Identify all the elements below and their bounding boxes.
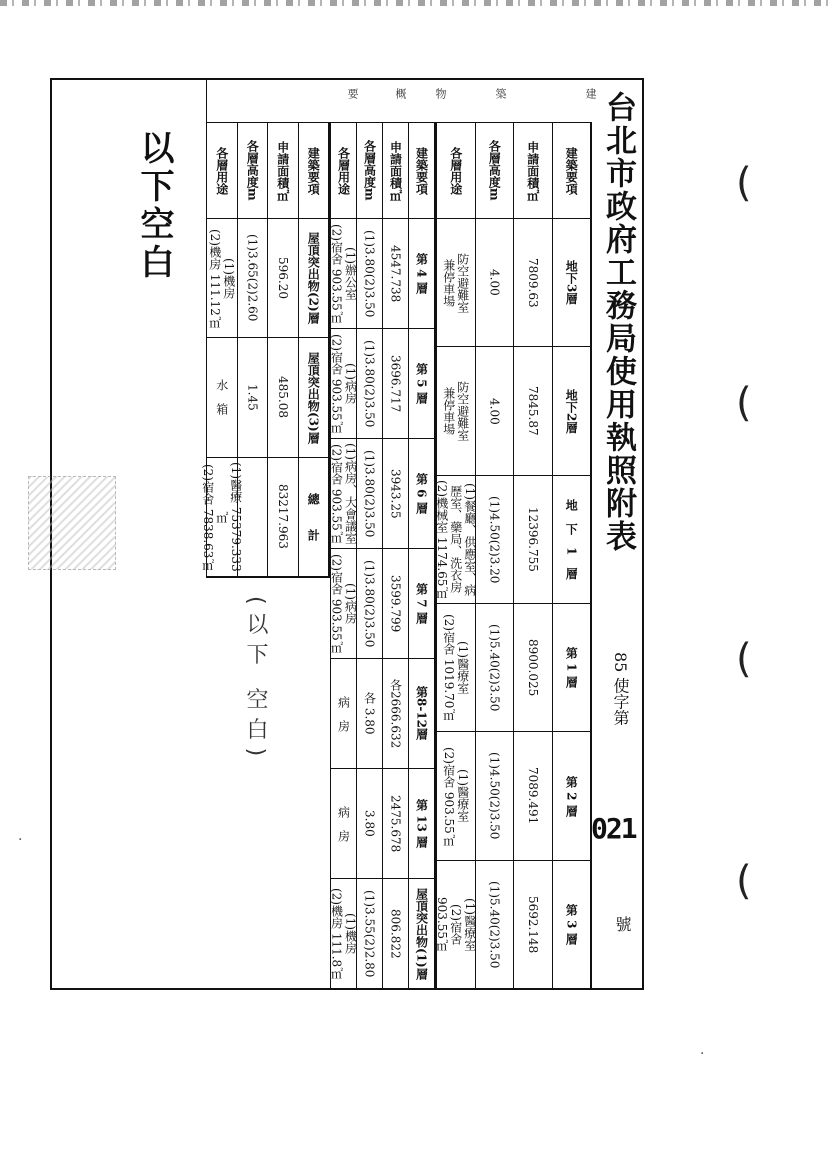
floor-area-cell: 3696.717: [383, 329, 409, 439]
handwritten-scribble: (以下 空白): [243, 596, 268, 765]
floor-head-cell: 地下2層: [553, 347, 592, 475]
floor-use-cell: (1)醫療室 (2)宿舍 903.55㎡: [437, 861, 476, 989]
approval-prefix: 85 使字第: [611, 652, 630, 726]
approval-number: 021: [591, 812, 636, 845]
floor-area-cell: 各2666.632: [383, 659, 409, 769]
floor-height-cell: 4.00: [476, 347, 515, 475]
floor-area-cell: 3599.799: [383, 549, 409, 659]
floor-use-cell: (1)醫療 75379.333㎡ (2)宿舍 7838.63㎡: [207, 458, 238, 577]
floor-height-cell: 4.00: [476, 219, 515, 347]
floor-height-cell: (1)5.40(2)3.50: [476, 604, 515, 732]
floor-area-cell: 7845.87: [514, 347, 553, 475]
row-label-cell: 建築要項: [553, 123, 592, 219]
floor-use-cell: (1)病房、大會議室 (2)宿舍 903.55㎡: [331, 439, 357, 549]
floor-head-cell: 第 6 層: [409, 439, 435, 549]
punch-hole-mark: (: [736, 636, 752, 682]
floor-height-cell: 3.80: [357, 769, 383, 879]
floor-height-cell: (1)3.80(2)3.50: [357, 439, 383, 549]
floor-area-cell: 4547.738: [383, 219, 409, 329]
row-label-cell: 各層高度m: [476, 123, 515, 219]
scan-border-noise: [0, 0, 832, 6]
floor-head-cell: 第 7 層: [409, 549, 435, 659]
floor-height-cell: (1)4.50(2)3.50: [476, 732, 515, 860]
row-label-cell: 申請面積㎡: [514, 123, 553, 219]
floor-head-cell: 第 3 層: [553, 861, 592, 989]
scan-speck: ·: [18, 832, 23, 848]
floor-use-cell: 水 箱: [207, 338, 238, 457]
floor-head-cell: 第 5 層: [409, 329, 435, 439]
floor-head-cell: 地下3層: [553, 219, 592, 347]
floor-head-cell: 屋頂突出物(2)層: [299, 219, 330, 338]
floor-use-cell: (1)病房 (2)宿舍 903.55㎡: [331, 549, 357, 659]
floor-use-cell: (1)辦公室 (2)宿舍 903.55㎡: [331, 219, 357, 329]
top-note-row: [206, 78, 592, 123]
document-title: 台北市政府工務局使用執照附表: [600, 91, 636, 553]
floor-use-cell: (1)餐廳、供應室、病歷室、藥局、洗衣房 (2)機械室 1174.65㎡: [437, 476, 476, 604]
punch-hole-mark: (: [736, 858, 752, 904]
top-left-blank: [50, 78, 207, 122]
floor-use-cell: 防空避難室 兼停車場: [437, 219, 476, 347]
row-label-cell: 各層用途: [437, 123, 476, 219]
floor-use-cell: (1)醫療室 (2)宿舍 903.55㎡: [437, 732, 476, 860]
note-label: 物: [434, 88, 447, 99]
row-label-cell: 各層高度m: [238, 123, 269, 219]
floor-table-roof: [200, 122, 330, 578]
note-label: 概: [394, 88, 407, 99]
floor-area-cell: 7809.63: [514, 219, 553, 347]
floor-height-cell: (1)3.65(2)2.60: [238, 219, 269, 338]
floor-head-cell: 第 4 層: [409, 219, 435, 329]
row-label-cell: 建築要項: [409, 123, 435, 219]
floor-head-cell: 屋頂突出物(3)層: [299, 338, 330, 457]
floor-use-cell: (1)醫療室 (2)宿舍 1019.70㎡: [437, 604, 476, 732]
floor-area-cell: 2475.678: [383, 769, 409, 879]
floor-area-cell: 7089.491: [514, 732, 553, 860]
floor-head-cell: 屋頂突出物(1)層: [409, 879, 435, 989]
floor-height-cell: (1)5.40(2)3.50: [476, 861, 515, 989]
floor-area-cell: 596.20: [268, 219, 299, 338]
row-label-cell: 各層用途: [331, 123, 357, 219]
floor-area-cell: 5692.148: [514, 861, 553, 989]
floor-height-cell: (1)4.50(2)3.20: [476, 476, 515, 604]
floor-height-cell: (1)3.80(2)3.50: [357, 329, 383, 439]
note-label: 築: [494, 88, 507, 99]
floor-head-cell: 第8-12層: [409, 659, 435, 769]
floor-head-cell: 第 1 層: [553, 604, 592, 732]
note-label: 建: [584, 88, 597, 99]
floor-height-cell: 1.45: [238, 338, 269, 457]
handwritten-remark: 以下空白: [134, 130, 174, 282]
floor-table-upper: [330, 122, 436, 990]
faded-stamp: [28, 476, 116, 570]
floor-table-lower: [436, 122, 592, 990]
note-label: 要: [346, 88, 359, 99]
row-label-cell: 各層高度m: [357, 123, 383, 219]
floor-height-cell: (1)3.80(2)3.50: [357, 549, 383, 659]
floor-area-cell: 8900.025: [514, 604, 553, 732]
floor-head-cell: 總 計: [299, 458, 330, 577]
floor-use-cell: 病 房: [331, 769, 357, 879]
floor-use-cell: (1)機房 (2)機房 111.8㎡: [331, 879, 357, 989]
floor-head-cell: 地 下 1 層: [553, 476, 592, 604]
floor-use-cell: 病 房: [331, 659, 357, 769]
scan-speck: ·: [700, 1046, 705, 1062]
floor-area-cell: 83217.963: [268, 458, 299, 577]
punch-hole-mark: (: [736, 160, 752, 206]
row-label-cell: 各層用途: [207, 123, 238, 219]
floor-area-cell: 806.822: [383, 879, 409, 989]
floor-head-cell: 第 13 層: [409, 769, 435, 879]
floor-area-cell: 12396.755: [514, 476, 553, 604]
floor-height-cell: 各 3.80: [357, 659, 383, 769]
floor-use-cell: (1)病房 (2)宿舍 903.55㎡: [331, 329, 357, 439]
floor-height-cell: (1)3.55(2)2.80: [357, 879, 383, 989]
floor-area-cell: 485.08: [268, 338, 299, 457]
row-label-cell: 申請面積㎡: [268, 123, 299, 219]
row-label-cell: 申請面積㎡: [383, 123, 409, 219]
punch-hole-mark: (: [736, 380, 752, 426]
floor-use-cell: 防空避難室 兼停車場: [437, 347, 476, 475]
floor-height-cell: (1)3.80(2)3.50: [357, 219, 383, 329]
floor-area-cell: 3943.25: [383, 439, 409, 549]
floor-head-cell: 第 2 層: [553, 732, 592, 860]
row-label-cell: 建築要項: [299, 123, 330, 219]
floor-use-cell: (1)機房 (2)機房 111.12㎡: [207, 219, 238, 338]
approval-suffix: 號: [613, 916, 632, 932]
